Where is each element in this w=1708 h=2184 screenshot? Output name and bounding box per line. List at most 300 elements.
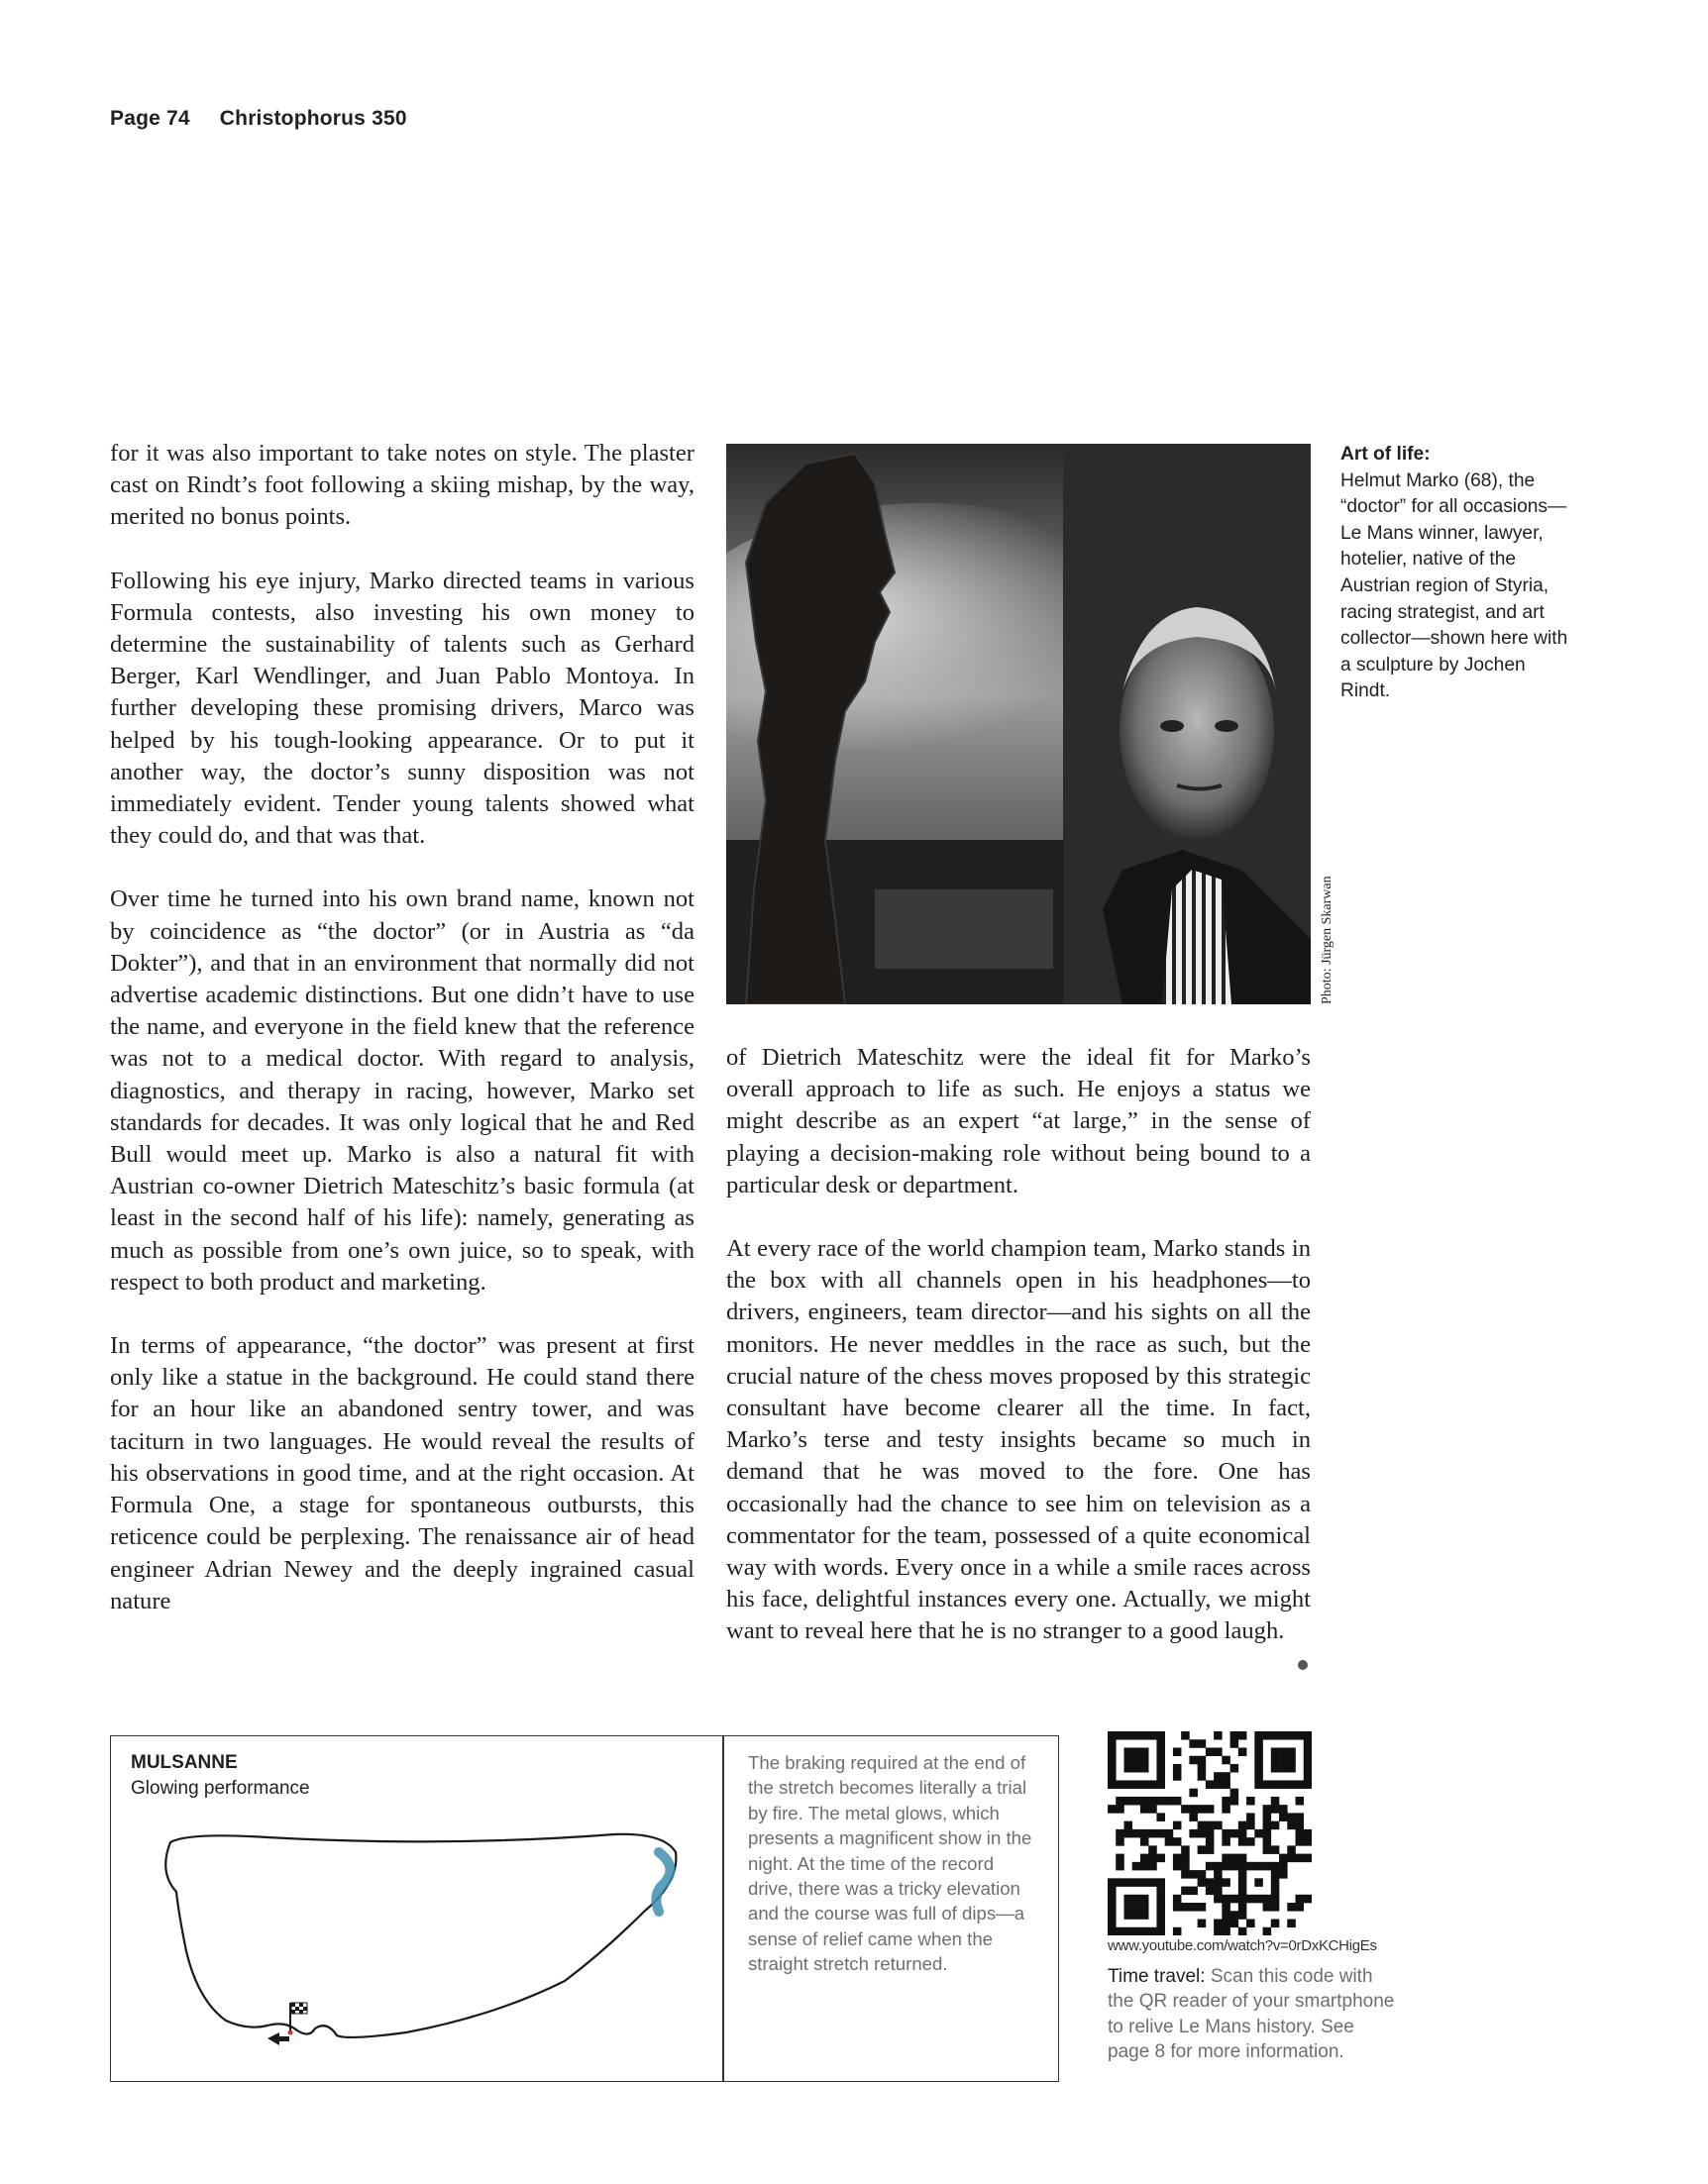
qr-module (1271, 1895, 1280, 1904)
qr-module (1304, 1747, 1312, 1756)
qr-module (1287, 1756, 1296, 1765)
qr-module (1222, 1911, 1230, 1920)
qr-module (1206, 1780, 1215, 1789)
qr-module (1140, 1903, 1149, 1912)
qr-module (1198, 1739, 1207, 1748)
qr-module (1254, 1862, 1263, 1871)
qr-module (1206, 1805, 1215, 1814)
qr-module (1189, 1756, 1198, 1765)
qr-module (1246, 1821, 1255, 1830)
qr-module (1123, 1731, 1132, 1740)
qr-module (1108, 1878, 1117, 1887)
qr-module (1181, 1845, 1190, 1854)
qr-module (1271, 1821, 1280, 1830)
qr-module (1132, 1797, 1141, 1806)
page-number: Page 74 (110, 107, 190, 130)
qr-module (1271, 1887, 1280, 1896)
qr-module (1173, 1903, 1182, 1912)
qr-module (1222, 1772, 1230, 1781)
qr-module (1198, 1772, 1207, 1781)
qr-module (1108, 1739, 1117, 1748)
qr-module (1148, 1854, 1157, 1863)
qr-module (1123, 1895, 1132, 1904)
qr-module (1271, 1756, 1280, 1765)
qr-module (1123, 1747, 1132, 1756)
qr-module (1238, 1870, 1247, 1879)
qr-module (1271, 1845, 1280, 1854)
qr-module (1214, 1878, 1223, 1887)
qr-module (1140, 1764, 1149, 1773)
qr-module (1254, 1895, 1263, 1904)
qr-module (1173, 1764, 1182, 1773)
qr-module (1238, 1829, 1247, 1838)
qr-module (1214, 1887, 1223, 1896)
qr-module (1140, 1756, 1149, 1765)
qr-module (1140, 1747, 1149, 1756)
qr-module (1271, 1862, 1280, 1871)
qr-module (1263, 1829, 1272, 1838)
qr-module (1140, 1797, 1149, 1806)
qr-module (1140, 1829, 1149, 1838)
qr-module (1254, 1764, 1263, 1773)
qr-module (1271, 1870, 1280, 1879)
qr-module (1132, 1829, 1141, 1838)
qr-module (1238, 1911, 1247, 1920)
qr-module (1156, 1797, 1165, 1806)
qr-module (1148, 1731, 1157, 1740)
qr-module (1156, 1764, 1165, 1773)
qr-module (1189, 1829, 1198, 1838)
qr-module (1279, 1805, 1288, 1814)
qr-module (1230, 1895, 1239, 1904)
qr-module (1173, 1927, 1182, 1935)
qr-module (1230, 1920, 1239, 1928)
qr-module (1132, 1756, 1141, 1765)
qr-module (1123, 1756, 1132, 1765)
qr-module (1246, 1797, 1255, 1806)
qr-module (1165, 1829, 1174, 1838)
qr-module (1108, 1731, 1117, 1740)
qr-module (1214, 1772, 1223, 1781)
qr-module (1123, 1821, 1132, 1830)
qr-module (1198, 1845, 1207, 1854)
qr-module (1246, 1813, 1255, 1821)
qr-module (1230, 1797, 1239, 1806)
qr-module (1238, 1731, 1247, 1740)
qr-module (1304, 1837, 1312, 1846)
qr-module (1173, 1862, 1182, 1871)
qr-module (1132, 1764, 1141, 1773)
qr-module (1123, 1780, 1132, 1789)
qr-module (1238, 1862, 1247, 1871)
qr-module (1173, 1797, 1182, 1806)
mulsanne-description: The braking required at the end of the stretch becomes literally a trial by fire. The metal glows, which presents a magnificent show in the night. At the time of the record drive, there was a tricky elevation and the course was full of dips—a sense of relief came when the straight stretch returned. (748, 1752, 1032, 1975)
qr-module (1132, 1927, 1141, 1935)
qr-module (1279, 1862, 1288, 1871)
qr-module (1123, 1903, 1132, 1912)
qr-text: Scan this code with the QR reader of your smartphone to relive Le Mans history. See page 8 for more information. (1108, 1966, 1395, 2063)
qr-module (1165, 1837, 1174, 1846)
qr-module (1123, 1878, 1132, 1887)
qr-module (1271, 1797, 1280, 1806)
qr-module (1287, 1780, 1296, 1789)
qr-module (1123, 1797, 1132, 1806)
qr-module (1287, 1920, 1296, 1928)
qr-module (1108, 1747, 1117, 1756)
qr-module (1132, 1911, 1141, 1920)
qr-module (1140, 1854, 1149, 1863)
qr-module (1279, 1731, 1288, 1740)
qr-module (1238, 1878, 1247, 1887)
qr-module (1238, 1895, 1247, 1904)
article-column-left (110, 438, 694, 1649)
qr-module (1173, 1837, 1182, 1846)
qr-module (1148, 1797, 1157, 1806)
end-of-article-mark (1298, 1660, 1308, 1670)
qr-module (1181, 1903, 1190, 1912)
qr-module (1198, 1756, 1207, 1765)
qr-module (1238, 1821, 1247, 1830)
qr-module (1206, 1862, 1215, 1871)
qr-module (1238, 1747, 1247, 1756)
qr-module (1287, 1845, 1296, 1854)
qr-module (1296, 1813, 1305, 1821)
qr-module (1238, 1887, 1247, 1896)
qr-module (1116, 1837, 1124, 1846)
qr-module (1206, 1747, 1215, 1756)
qr-module (1156, 1731, 1165, 1740)
qr-module (1206, 1887, 1215, 1896)
qr-module (1304, 1772, 1312, 1781)
qr-module (1189, 1813, 1198, 1821)
qr-module (1279, 1854, 1288, 1863)
qr-module (1181, 1870, 1190, 1879)
qr-module (1287, 1813, 1296, 1821)
qr-module (1279, 1756, 1288, 1765)
qr-module (1132, 1862, 1141, 1871)
qr-module (1263, 1845, 1272, 1854)
qr-module (1304, 1756, 1312, 1765)
qr-module (1263, 1813, 1272, 1821)
qr-module (1140, 1805, 1149, 1814)
direction-arrow-icon (267, 2032, 289, 2045)
article-paragraph: for it was also important to take notes on style. The plaster cast on Rindt’s foot following a skiing mishap, by the way, merited no bonus points. (110, 440, 694, 531)
qr-module (1246, 1895, 1255, 1904)
qr-module (1108, 1772, 1117, 1781)
mulsanne-highlight (656, 1852, 670, 1912)
qr-module (1116, 1805, 1124, 1814)
qr-module (1263, 1927, 1272, 1935)
mulsanne-subtitle: Glowing performance (131, 1778, 310, 1799)
qr-module (1132, 1780, 1141, 1789)
qr-module (1189, 1903, 1198, 1912)
qr-module (1214, 1927, 1223, 1935)
qr-module (1230, 1829, 1239, 1838)
qr-module (1116, 1878, 1124, 1887)
qr-module (1304, 1764, 1312, 1773)
qr-module (1263, 1731, 1272, 1740)
qr-module (1287, 1731, 1296, 1740)
qr-module (1116, 1829, 1124, 1838)
qr-module (1189, 1739, 1198, 1748)
qr-module (1271, 1903, 1280, 1912)
qr-module (1296, 1797, 1305, 1806)
qr-module (1296, 1903, 1305, 1912)
qr-lead: Time travel: (1108, 1966, 1206, 1987)
qr-module (1189, 1870, 1198, 1879)
qr-module (1108, 1887, 1117, 1896)
qr-module (1230, 1862, 1239, 1871)
qr-module (1254, 1731, 1263, 1740)
qr-module (1156, 1911, 1165, 1920)
qr-module (1287, 1747, 1296, 1756)
qr-module (1156, 1813, 1165, 1821)
qr-module (1156, 1747, 1165, 1756)
qr-module (1156, 1829, 1165, 1838)
qr-module (1132, 1731, 1141, 1740)
qr-module (1156, 1903, 1165, 1912)
article-paragraph: Following his eye injury, Marko directed teams in various Formula contests, also investing his own money to determine the sustainability of talents such as Gerhard Berger, Karl Wendlinger, and Juan Pablo Montoya. In further developing these promising drivers, Marco was helped by his tough-looking appearance. Or to put it another way, the doctor’s sunny disposition was not immediately evident. Tender young talents showed what they could do, and that was that. (110, 567, 694, 850)
qr-module (1238, 1837, 1247, 1846)
qr-module (1140, 1927, 1149, 1935)
qr-module (1214, 1747, 1223, 1756)
qr-module (1254, 1878, 1263, 1887)
qr-module (1108, 1780, 1117, 1789)
qr-module (1108, 1920, 1117, 1928)
qr-module (1296, 1731, 1305, 1740)
qr-module (1254, 1756, 1263, 1765)
qr-module (1156, 1739, 1165, 1748)
qr-module (1108, 1903, 1117, 1912)
qr-module (1279, 1747, 1288, 1756)
qr-module (1116, 1854, 1124, 1863)
qr-module (1148, 1829, 1157, 1838)
qr-module (1263, 1821, 1272, 1830)
qr-module (1173, 1854, 1182, 1863)
qr-module (1296, 1854, 1305, 1863)
qr-module (1165, 1797, 1174, 1806)
qr-module (1140, 1837, 1149, 1846)
qr-module (1246, 1920, 1255, 1928)
qr-module (1116, 1927, 1124, 1935)
qr-module (1271, 1920, 1280, 1928)
qr-module (1123, 1911, 1132, 1920)
qr-module (1198, 1903, 1207, 1912)
qr-code[interactable] (1108, 1731, 1312, 1935)
qr-module (1296, 1829, 1305, 1838)
qr-module (1214, 1920, 1223, 1928)
qr-module (1198, 1805, 1207, 1814)
qr-module (1279, 1780, 1288, 1789)
qr-module (1222, 1780, 1230, 1789)
qr-module (1287, 1764, 1296, 1773)
qr-module (1198, 1829, 1207, 1838)
qr-module (1222, 1895, 1230, 1904)
qr-module (1263, 1780, 1272, 1789)
article-paragraph: At every race of the world champion team, Marko stands in the box with all channels open in his headphones—to drivers, engineers, team director—and his sights on all the monitors. He never meddles in the race as such, but the crucial nature of the chess moves proposed by this strategic consultant have become clearer all the time. In fact, Marko’s terse and testy insights became so much in demand that he was moved to the fore. One has occasionally had the chance to see him on television as a commentator for the team, possessed of a quite economical way with words. Every once in a while a smile races across his face, delightful instances every one. Actually, we might want to reveal here that he is no stranger to a good laugh. (726, 1235, 1311, 1645)
qr-module (1123, 1764, 1132, 1773)
qr-module (1222, 1829, 1230, 1838)
qr-module (1123, 1829, 1132, 1838)
qr-module (1189, 1789, 1198, 1798)
track-outline (165, 1834, 676, 2037)
qr-module (1279, 1813, 1288, 1821)
qr-module (1271, 1764, 1280, 1773)
qr-module (1230, 1789, 1239, 1798)
qr-module (1222, 1862, 1230, 1871)
qr-module (1132, 1895, 1141, 1904)
qr-module (1304, 1739, 1312, 1748)
qr-module (1140, 1878, 1149, 1887)
qr-module (1238, 1927, 1247, 1935)
qr-module (1304, 1895, 1312, 1904)
qr-module (1156, 1895, 1165, 1904)
qr-module (1181, 1731, 1190, 1740)
qr-module (1116, 1862, 1124, 1871)
qr-module (1206, 1845, 1215, 1854)
qr-module (1140, 1895, 1149, 1904)
qr-module (1296, 1837, 1305, 1846)
qr-module (1230, 1911, 1239, 1920)
qr-module (1156, 1878, 1165, 1887)
qr-module (1132, 1747, 1141, 1756)
qr-module (1263, 1837, 1272, 1846)
qr-module (1189, 1887, 1198, 1896)
qr-module (1148, 1862, 1157, 1871)
qr-module (1181, 1854, 1190, 1863)
qr-module (1271, 1747, 1280, 1756)
qr-module (1206, 1878, 1215, 1887)
box-divider (722, 1735, 724, 2082)
caption-text: Helmut Marko (68), the “doctor” for all occasions—Le Mans winner, lawyer, hotelier, native of the Austrian region of Styria, racing strategist, and art collector—shown here with a sculpture by Jochen Rindt. (1340, 469, 1568, 702)
qr-module (1116, 1780, 1124, 1789)
qr-module (1214, 1870, 1223, 1879)
qr-module (1140, 1862, 1149, 1871)
qr-module (1287, 1903, 1296, 1912)
qr-module (1222, 1903, 1230, 1912)
qr-module (1279, 1870, 1288, 1879)
qr-module (1140, 1911, 1149, 1920)
qr-module (1156, 1854, 1165, 1863)
qr-module (1156, 1772, 1165, 1781)
qr-module (1148, 1878, 1157, 1887)
qr-module (1156, 1920, 1165, 1928)
qr-module (1214, 1862, 1223, 1871)
qr-module (1222, 1805, 1230, 1814)
qr-module (1198, 1821, 1207, 1830)
qr-module (1206, 1829, 1215, 1838)
qr-module (1156, 1780, 1165, 1789)
qr-module (1230, 1739, 1239, 1748)
qr-module (1296, 1895, 1305, 1904)
qr-module (1238, 1903, 1247, 1912)
qr-module (1254, 1829, 1263, 1838)
qr-module (1254, 1739, 1263, 1748)
qr-module (1116, 1731, 1124, 1740)
qr-module (1254, 1772, 1263, 1781)
qr-module (1304, 1780, 1312, 1789)
qr-module (1206, 1837, 1215, 1846)
qr-module (1156, 1927, 1165, 1935)
qr-module (1148, 1845, 1157, 1854)
qr-module (1214, 1780, 1223, 1789)
qr-module (1148, 1805, 1157, 1814)
qr-module (1181, 1805, 1190, 1814)
article-paragraph: In terms of appearance, “the doctor” was present at first only like a statue in the background. He could stand there for an hour like an abandoned sentry tower, and was taciturn in two languages. He would reveal the results of his observations in good time, and at the right occasion. At Formula One, a stage for spontaneous outbursts, this reticence could be perplexing. The renaissance air of head engineer Adrian Newey and the deeply ingrained casual nature (110, 1332, 694, 1614)
qr-module (1108, 1756, 1117, 1765)
qr-module (1181, 1862, 1190, 1871)
qr-module (1198, 1764, 1207, 1773)
qr-module (1222, 1797, 1230, 1806)
qr-module (1222, 1837, 1230, 1846)
caption-title: Art of life: (1340, 444, 1431, 465)
qr-module (1222, 1920, 1230, 1928)
qr-module (1304, 1854, 1312, 1863)
qr-module (1230, 1764, 1239, 1773)
qr-module (1271, 1780, 1280, 1789)
qr-module (1173, 1772, 1182, 1781)
qr-url[interactable]: www.youtube.com/watch?v=0rDxKCHigEs (1108, 1937, 1377, 1954)
qr-module (1148, 1927, 1157, 1935)
qr-module (1173, 1747, 1182, 1756)
qr-description (1108, 1964, 1395, 2065)
qr-module (1108, 1805, 1117, 1814)
qr-module (1181, 1887, 1190, 1896)
qr-module (1140, 1780, 1149, 1789)
qr-module (1304, 1731, 1312, 1740)
page-header (110, 107, 407, 131)
qr-module (1263, 1862, 1272, 1871)
qr-module (1148, 1780, 1157, 1789)
qr-module (1132, 1878, 1141, 1887)
qr-module (1304, 1829, 1312, 1838)
mulsanne-title: MULSANNE (131, 1752, 238, 1773)
qr-module (1271, 1878, 1280, 1887)
qr-module (1246, 1837, 1255, 1846)
qr-module (1173, 1821, 1182, 1830)
qr-module (1263, 1903, 1272, 1912)
qr-module (1263, 1805, 1272, 1814)
qr-module (1287, 1854, 1296, 1863)
qr-module (1254, 1747, 1263, 1756)
qr-module (1222, 1854, 1230, 1863)
track-map (149, 1813, 703, 2075)
qr-module (1214, 1821, 1223, 1830)
qr-module (1116, 1797, 1124, 1806)
qr-module (1108, 1895, 1117, 1904)
qr-module (1222, 1878, 1230, 1887)
qr-module (1198, 1920, 1207, 1928)
qr-module (1206, 1821, 1215, 1830)
qr-module (1140, 1731, 1149, 1740)
publication-title: Christophorus 350 (219, 107, 407, 130)
qr-module (1230, 1731, 1239, 1740)
qr-module (1296, 1780, 1305, 1789)
qr-module (1222, 1756, 1230, 1765)
qr-module (1189, 1805, 1198, 1814)
article-paragraph: of Dietrich Mateschitz were the ideal fit for Marko’s overall approach to life as such. He enjoys a status we might describe as an expert “at large,” in the sense of playing a decision-making role without being bound to a particular desk or department. (726, 1044, 1311, 1198)
qr-module (1222, 1927, 1230, 1935)
qr-module (1214, 1731, 1223, 1740)
qr-module (1132, 1903, 1141, 1912)
qr-module (1173, 1895, 1182, 1904)
portrait-photo (726, 444, 1311, 1004)
qr-module (1246, 1862, 1255, 1871)
qr-module (1230, 1854, 1239, 1863)
photo-credit: Photo: Jürgen Skarwan (1320, 876, 1334, 1004)
qr-module (1214, 1895, 1223, 1904)
qr-module (1156, 1887, 1165, 1896)
